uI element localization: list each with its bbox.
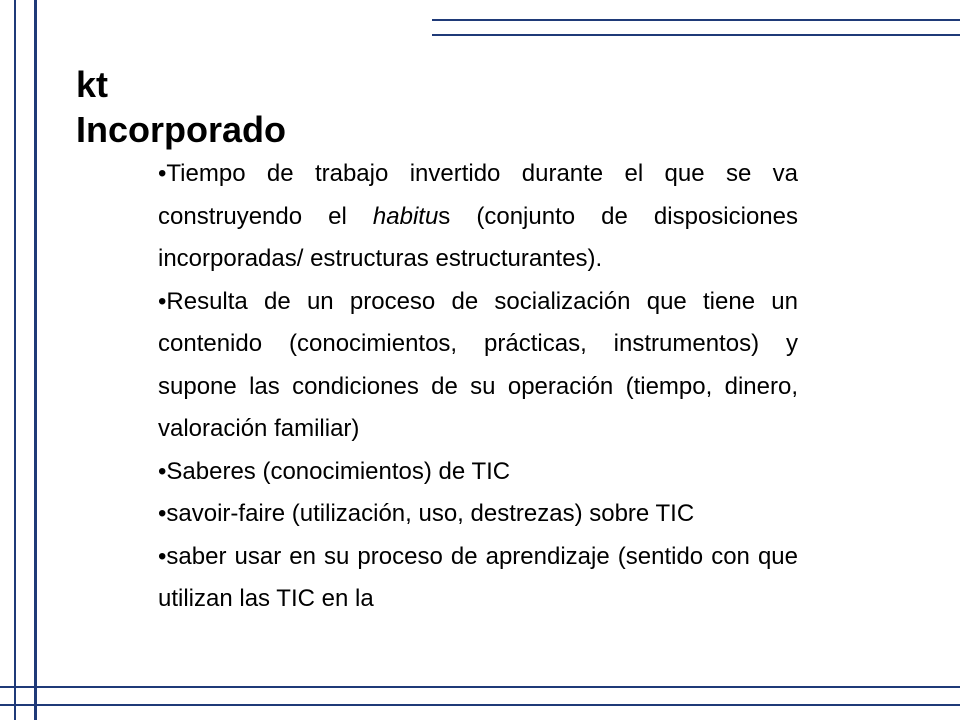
left-border-line-2 bbox=[34, 0, 37, 720]
bullet-text: s (conjunto de disposiciones incorporadas/ estructuras estructurantes). bbox=[158, 202, 798, 272]
bullet-text: Saberes (conocimientos) de TIC bbox=[166, 457, 511, 485]
top-rule-2 bbox=[432, 34, 960, 36]
title-line-2: Incorporado bbox=[76, 109, 287, 150]
bullet-item bbox=[158, 451, 798, 494]
bullet-marker: • bbox=[158, 542, 167, 570]
bullet-item bbox=[158, 153, 798, 281]
bullet-item bbox=[158, 493, 798, 536]
bullet-text: Tiempo de trabajo invertido durante el que se va construyendo el bbox=[158, 160, 798, 230]
bullet-marker: • bbox=[158, 500, 167, 527]
bottom-rule-2 bbox=[0, 704, 960, 706]
bullet-marker: • bbox=[158, 160, 167, 187]
left-border-line-1 bbox=[14, 0, 16, 720]
bullet-marker: • bbox=[158, 457, 167, 485]
bullet-item bbox=[158, 536, 798, 621]
bullet-list bbox=[158, 153, 798, 621]
slide-title bbox=[76, 62, 286, 152]
bullet-text-italic: habitu bbox=[372, 202, 439, 230]
bullet-item bbox=[158, 281, 798, 451]
bottom-rule-1 bbox=[0, 686, 960, 688]
bullet-text: savoir-faire (utilización, uso, destrezas) sobre TIC bbox=[166, 500, 695, 527]
top-rule-1 bbox=[432, 19, 960, 21]
bullet-marker: • bbox=[158, 287, 167, 315]
bullet-text: Resulta de un proceso de socialización que tiene un contenido (conocimientos, prácticas, instrumentos) y supone las condiciones de su operación (tiempo, dinero, valoración familiar) bbox=[158, 287, 798, 442]
title-line-1: kt bbox=[76, 64, 109, 105]
bullet-text: saber usar en su proceso de aprendizaje (sentido con que utilizan las TIC en la bbox=[158, 542, 798, 612]
